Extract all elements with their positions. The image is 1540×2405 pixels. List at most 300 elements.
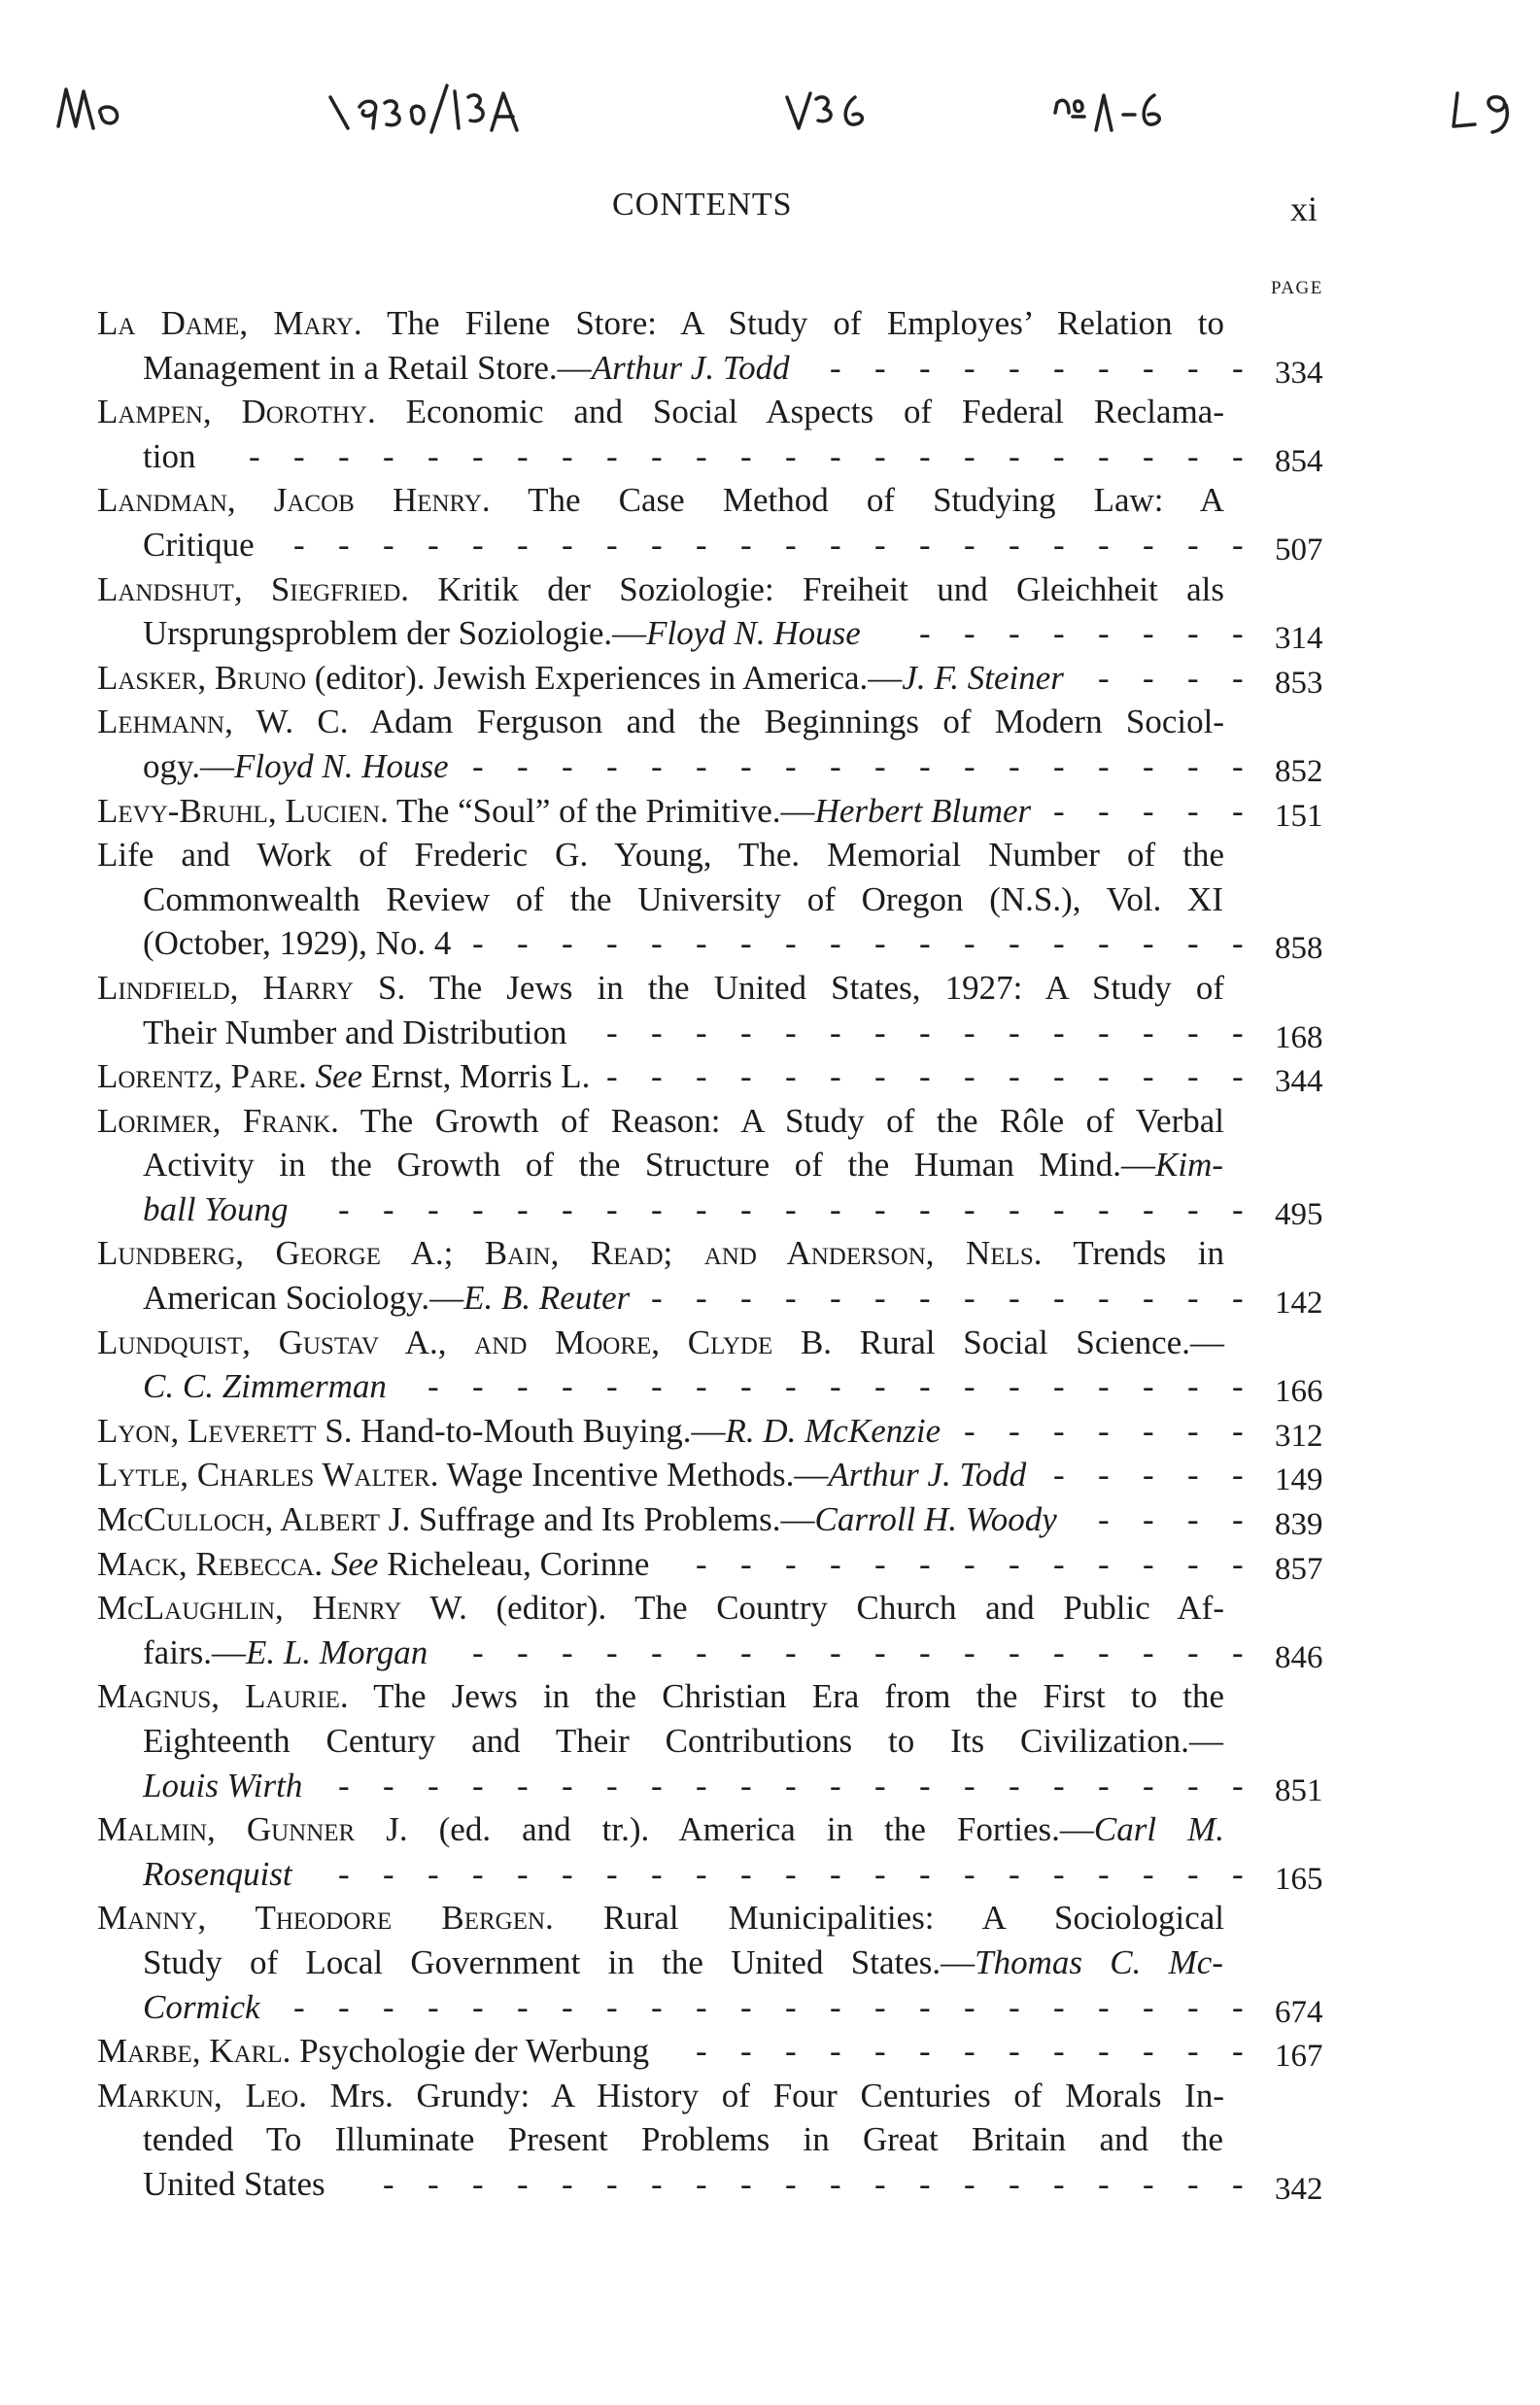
contents-entry [0,1542,1540,1587]
leader-dash: - [785,1766,797,1804]
leader-dash: - [293,436,305,475]
leader-dash: - [562,1987,573,2026]
entry-heading-line [0,301,1540,346]
leader-dash: - [651,924,663,963]
entry-text: Malmin, Gunner J. (ed. and tr.). America in the Forties.—Carl M. [97,1810,1224,1849]
entry-heading-line [0,1453,1540,1497]
leader-dash: - [740,525,752,564]
leader-dash: - [606,1854,618,1893]
leader-dash: - [1232,1544,1244,1583]
leader-dash: - [785,1544,797,1583]
leader-dash: - [785,2164,797,2203]
leader-dash: - [874,1987,886,2026]
leader-dash: - [1232,614,1244,653]
leader-dash: - [428,1854,439,1893]
leader-dash: - [1053,1632,1065,1671]
leader-dash: - [338,1987,350,2026]
leader-dash: - [1098,525,1110,564]
leader-dash: - [1187,791,1199,830]
leader-dash: - [428,1189,439,1228]
leader-dash: - [919,1632,931,1671]
contents-entry [0,2029,1540,2074]
entry-text: Critique [143,525,255,564]
leader-dash: - [1187,348,1199,387]
leader-dash: - [338,436,350,475]
leader-dash: - [1187,924,1199,963]
leader-dash: - [740,1189,752,1228]
leader-dash: - [830,1854,841,1893]
leader-dash: - [785,1854,797,1893]
leader-dash: - [1187,2032,1199,2071]
leader-dash: - [472,1367,484,1406]
leader-dash: - [1009,525,1020,564]
leader-dash: - [964,1189,975,1228]
leader-dash: - [696,1854,707,1893]
leader-dash: - [1053,1766,1065,1804]
entry-page-number: 168 [1275,1019,1323,1055]
leader-dash: - [1009,436,1020,475]
leader-dash: - [740,1279,752,1318]
leader-dash: - [874,525,886,564]
leader-dash: - [1053,1854,1065,1893]
leader-dash: - [1187,1189,1199,1228]
entry-heading-line [0,1054,1540,1099]
leader-dash: - [383,2164,394,2203]
leader-dash: - [472,1987,484,2026]
leader-dash: - [1187,1544,1199,1583]
contents-entry [0,567,1540,656]
entry-continuation-line [0,434,1540,479]
leader-dash: - [919,525,931,564]
leader-dash: - [1187,1500,1199,1539]
entry-continuation-line [0,1364,1540,1409]
entry-text: Lorimer, Frank. The Growth of Reason: A Study of the Rôle of Verbal [97,1101,1224,1140]
leader-dash: - [651,436,663,475]
leader-dash: - [338,1766,350,1804]
leader-dash: - [1143,1367,1154,1406]
leader-dash: - [1187,525,1199,564]
entry-continuation-line [0,1143,1540,1187]
leader-dash: - [1143,1189,1154,1228]
entry-heading-line [0,1409,1540,1454]
entry-continuation-line [0,1985,1540,2030]
leader-dash: - [785,2032,797,2071]
leader-dash: - [696,436,707,475]
entry-heading-line [0,1807,1540,1852]
entry-heading-line [0,478,1540,523]
leader-dash: - [696,1544,707,1583]
leader-dash: - [651,1632,663,1671]
contents-entry [0,1896,1540,2029]
leader-dash: - [1232,924,1244,963]
entry-page-number: 851 [1275,1772,1323,1808]
leader-dash: - [1053,1057,1065,1096]
entry-continuation-line [0,1719,1540,1764]
leader-dash: - [472,2164,484,2203]
leader-dash: - [1098,1987,1110,2026]
leader-dash: - [830,1987,841,2026]
leader-dash: - [696,1766,707,1804]
leader-dash: - [517,2164,529,2203]
leader-dash: - [428,1987,439,2026]
leader-dash: - [383,1854,394,1893]
entry-text: Management in a Retail Store.—Arthur J. Todd [143,348,790,387]
entry-text: Landshut, Siegfried. Kritik der Soziologie: Freiheit und Gleichheit als [97,569,1224,608]
leader-dash: - [606,1189,618,1228]
leader-dash: - [1143,1544,1154,1583]
entry-continuation-line [0,921,1540,966]
leader-dash: - [428,436,439,475]
entry-text: Lehmann, W. C. Adam Ferguson and the Beginnings of Modern Sociol- [97,703,1224,741]
entry-page-number: 334 [1275,355,1323,391]
contents-entry [0,833,1540,966]
leader-dash: - [517,525,529,564]
entry-page-number: 854 [1275,443,1323,479]
leader-dash: - [919,436,931,475]
leader-dash: - [1009,1987,1020,2026]
leader-dash: - [964,1411,975,1450]
leader-dash: - [696,1632,707,1671]
leader-dash: - [1053,1411,1065,1450]
leader-dash: - [1053,791,1065,830]
entry-text: McCulloch, Albert J. Suffrage and Its Problems.—Carroll H. Woody [97,1500,1057,1539]
leader-dash: - [1143,1987,1154,2026]
entry-page-number: 151 [1275,798,1323,834]
entry-continuation-line [0,346,1540,391]
leader-dash: - [562,525,573,564]
leader-dash: - [651,1987,663,2026]
leader-dash: - [785,1367,797,1406]
leader-dash: - [1098,1544,1110,1583]
leader-dash: - [1232,1500,1244,1539]
leader-dash: - [383,525,394,564]
entry-page-number: 858 [1275,931,1323,967]
leader-dash: - [562,924,573,963]
entry-text: Magnus, Laurie. The Jews in the Christian Era from the First to the [97,1677,1224,1716]
leader-dash: - [1232,1854,1244,1893]
entry-heading-line [0,390,1540,434]
leader-dash: - [1098,1854,1110,1893]
leader-dash: - [1053,614,1065,653]
page-column-label: PAGE [1271,278,1323,298]
leader-dash: - [830,348,841,387]
leader-dash: - [1098,2032,1110,2071]
leader-dash: - [1143,1411,1154,1450]
entry-continuation-line [0,1764,1540,1808]
leader-dash: - [696,1189,707,1228]
leader-dash: - [874,2032,886,2071]
leader-dash: - [517,1189,529,1228]
entry-heading-line [0,1586,1540,1631]
leader-dash: - [428,1367,439,1406]
leader-dash: - [1232,791,1244,830]
leader-dash: - [740,2164,752,2203]
leader-dash: - [1009,1189,1020,1228]
leader-dash: - [1232,1411,1244,1450]
leader-dash: - [651,1766,663,1804]
leader-dash: - [1053,1456,1065,1495]
entry-text: ball Young [143,1189,289,1228]
leader-dash: - [1009,2164,1020,2203]
leader-dash: - [1143,658,1154,697]
leader-dash: - [964,1766,975,1804]
leader-dash: - [1009,2032,1020,2071]
entry-text: Louis Wirth [143,1766,303,1804]
entry-heading-line [0,567,1540,612]
leader-dash: - [740,1766,752,1804]
entry-page-number: 674 [1275,1994,1323,2030]
leader-dash: - [830,1057,841,1096]
leader-dash: - [919,1987,931,2026]
leader-dash: - [1053,525,1065,564]
leader-dash: - [606,746,618,785]
leader-dash: - [562,436,573,475]
leader-dash: - [740,1013,752,1051]
leader-dash: - [785,1632,797,1671]
leader-dash: - [1232,436,1244,475]
contents-list [0,301,1540,2207]
leader-dash: - [785,1013,797,1051]
leader-dash: - [919,2032,931,2071]
leader-dash: - [1143,348,1154,387]
entry-text: Eighteenth Century and Their Contributions to Its Civilization.— [143,1722,1223,1760]
leader-dash: - [964,924,975,963]
leader-dash: - [1098,1279,1110,1318]
entry-continuation-line [0,1631,1540,1675]
leader-dash: - [919,2164,931,2203]
leader-dash: - [428,2164,439,2203]
leader-dash: - [1009,746,1020,785]
leader-dash: - [383,1189,394,1228]
contents-entry [0,789,1540,834]
entry-continuation-line [0,1011,1540,1055]
leader-dash: - [830,2032,841,2071]
entry-continuation-line [0,523,1540,567]
entry-text: Lorentz, Pare. See Ernst, Morris L. [97,1057,591,1096]
leader-dash: - [428,525,439,564]
leader-dash: - [562,2164,573,2203]
leader-dash: - [740,2032,752,2071]
entry-text: C. C. Zimmerman [143,1367,387,1406]
leader-dash: - [874,1632,886,1671]
entry-heading-line [0,1542,1540,1587]
leader-dash: - [1232,525,1244,564]
entry-text: Lytle, Charles Walter. Wage Incentive Methods.—Arthur J. Todd [97,1456,1027,1495]
entry-text: Lundberg, George A.; Bain, Read; and Anderson, Nels. Trends in [97,1234,1224,1273]
entry-page-number: 507 [1275,532,1323,567]
entry-text: Lyon, Leverett S. Hand-to-Mouth Buying.—R. D. McKenzie [97,1411,941,1450]
leader-dash: - [1098,348,1110,387]
leader-dash: - [383,1987,394,2026]
leader-dash: - [1143,1632,1154,1671]
leader-dash: - [1143,525,1154,564]
entry-heading-line [0,789,1540,834]
entry-page-number: 857 [1275,1551,1323,1587]
leader-dash: - [1098,658,1110,697]
leader-dash: - [1009,1766,1020,1804]
leader-dash: - [1143,1456,1154,1495]
leader-dash: - [696,1987,707,2026]
leader-dash: - [874,436,886,475]
entry-text: Markun, Leo. Mrs. Grundy: A History of Four Centuries of Morals In- [97,2076,1224,2114]
leader-dash: - [919,1189,931,1228]
leader-dash: - [472,525,484,564]
leader-dash: - [1187,1057,1199,1096]
leader-dash: - [874,1013,886,1051]
leader-dash: - [874,924,886,963]
entry-heading-line [0,1231,1540,1276]
entry-text: American Sociology.—E. B. Reuter [143,1279,631,1318]
contents-entry [0,1453,1540,1497]
contents-entry [0,1099,1540,1232]
entry-page-number: 344 [1275,1064,1323,1100]
leader-dash: - [651,525,663,564]
leader-dash: - [874,746,886,785]
leader-dash: - [964,2032,975,2071]
leader-dash: - [472,1766,484,1804]
leader-dash: - [1053,1013,1065,1051]
entry-continuation-line [0,1852,1540,1897]
contents-entry [0,1807,1540,1896]
leader-dash: - [338,1189,350,1228]
entry-text: fairs.—E. L. Morgan [143,1632,428,1671]
entry-heading-line [0,966,1540,1011]
leader-dash: - [517,1854,529,1893]
contents-entry [0,656,1540,701]
leader-dash: - [919,1057,931,1096]
leader-dash: - [1187,1367,1199,1406]
leader-dash: - [964,1544,975,1583]
leader-dash: - [1098,924,1110,963]
leader-dash: - [651,1279,663,1318]
entry-continuation-line [0,744,1540,789]
leader-dash: - [964,1632,975,1671]
leader-dash: - [606,2164,618,2203]
leader-dash: - [1098,1013,1110,1051]
entry-continuation-line [0,1187,1540,1232]
leader-dash: - [1232,348,1244,387]
leader-dash: - [1098,1189,1110,1228]
leader-dash: - [1098,791,1110,830]
leader-dash: - [1232,2164,1244,2203]
leader-dash: - [606,1632,618,1671]
entry-page-number: 495 [1275,1196,1323,1232]
leader-dash: - [830,525,841,564]
leader-dash: - [1143,1013,1154,1051]
leader-dash: - [1053,1367,1065,1406]
leader-dash: - [919,1367,931,1406]
leader-dash: - [1232,2032,1244,2071]
entry-page-number: 342 [1275,2171,1323,2207]
entry-text: Cormick [143,1987,260,2026]
entry-text: Their Number and Distribution [143,1013,567,1051]
leader-dash: - [472,746,484,785]
leader-dash: - [606,1766,618,1804]
leader-dash: - [1098,1367,1110,1406]
leader-dash: - [1187,1766,1199,1804]
leader-dash: - [517,1766,529,1804]
leader-dash: - [785,1987,797,2026]
entry-continuation-line [0,2117,1540,2162]
leader-dash: - [1143,2032,1154,2071]
leader-dash: - [830,924,841,963]
leader-dash: - [1009,1632,1020,1671]
leader-dash: - [830,1766,841,1804]
leader-dash: - [1187,436,1199,475]
leader-dash: - [651,2164,663,2203]
leader-dash: - [964,1987,975,2026]
leader-dash: - [696,525,707,564]
entry-text: La Dame, Mary. The Filene Store: A Study of Employes’ Relation to [97,304,1224,342]
leader-dash: - [1232,1189,1244,1228]
entry-heading-line [0,833,1540,877]
leader-dash: - [428,1766,439,1804]
leader-dash: - [1232,1057,1244,1096]
contents-entry [0,2074,1540,2207]
entry-text: Lasker, Bruno (editor). Jewish Experiences in America.—J. F. Steiner [97,658,1064,697]
leader-dash: - [964,1367,975,1406]
leader-dash: - [830,2164,841,2203]
leader-dash: - [1053,1279,1065,1318]
entry-page-number: 846 [1275,1639,1323,1675]
leader-dash: - [874,1544,886,1583]
leader-dash: - [517,436,529,475]
leader-dash: - [874,1854,886,1893]
leader-dash: - [562,1766,573,1804]
leader-dash: - [651,1057,663,1096]
leader-dash: - [964,1854,975,1893]
leader-dash: - [1187,1279,1199,1318]
handwritten-call-number [39,68,1516,155]
entry-text: Mack, Rebecca. See Richeleau, Corinne [97,1544,650,1583]
entry-continuation-line [0,611,1540,656]
leader-dash: - [830,1367,841,1406]
leader-dash: - [1053,1987,1065,2026]
leader-dash: - [1143,791,1154,830]
leader-dash: - [517,746,529,785]
leader-dash: - [919,1279,931,1318]
leader-dash: - [1098,1632,1110,1671]
entry-page-number: 142 [1275,1286,1323,1322]
entry-text: (October, 1929), No. 4 [143,924,452,963]
leader-dash: - [1187,1411,1199,1450]
leader-dash: - [472,1189,484,1228]
leader-dash: - [517,1632,529,1671]
leader-dash: - [651,1854,663,1893]
running-header [0,187,1540,235]
leader-dash: - [964,614,975,653]
leader-dash: - [517,924,529,963]
entry-heading-line [0,1099,1540,1144]
leader-dash: - [830,1013,841,1051]
leader-dash: - [874,348,886,387]
leader-dash: - [874,1367,886,1406]
leader-dash: - [1053,924,1065,963]
leader-dash: - [293,525,305,564]
leader-dash: - [1232,1367,1244,1406]
leader-dash: - [964,1013,975,1051]
contents-entry [0,700,1540,788]
leader-dash: - [964,746,975,785]
leader-dash: - [785,1189,797,1228]
leader-dash: - [1232,1632,1244,1671]
leader-dash: - [1053,2032,1065,2071]
entry-text: Lampen, Dorothy. Economic and Social Aspects of Federal Reclama- [97,393,1224,431]
leader-dash: - [964,1057,975,1096]
leader-dash: - [919,614,931,653]
entry-text: McLaughlin, Henry W. (editor). The Country Church and Public Af- [97,1589,1224,1628]
entry-text: Levy-Bruhl, Lucien. The “Soul” of the Primitive.—Herbert Blumer [97,791,1032,830]
